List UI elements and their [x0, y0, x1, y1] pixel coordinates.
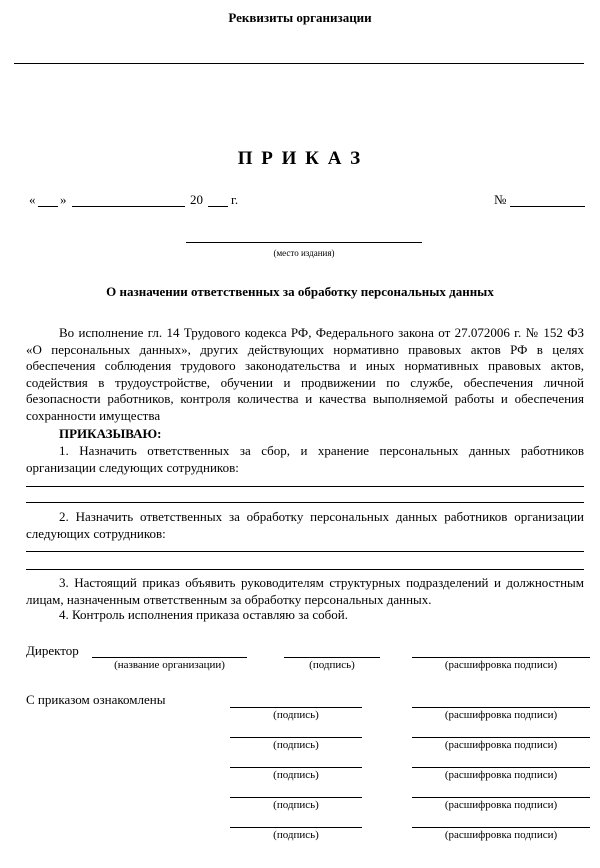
ack-decoding-caption-2: (расшифровка подписи)	[444, 739, 558, 751]
place-caption: (место издания)	[273, 248, 335, 258]
director-label: Директор	[26, 643, 79, 658]
item-2: 2. Назначить ответственных за обработку персональных данных работников организации следующих сотрудников:	[26, 509, 584, 541]
order-subject: О назначении ответственных за обработку персональных данных	[106, 284, 494, 299]
item-2-line-1[interactable]	[26, 551, 584, 552]
director-org-line[interactable]	[92, 657, 247, 658]
ack-signature-line-5[interactable]	[230, 827, 362, 828]
ack-decoding-line-4[interactable]	[412, 797, 590, 798]
month-line[interactable]	[72, 206, 185, 207]
ack-signature-caption-3: (подпись)	[273, 769, 319, 781]
org-requisites-heading: Реквизиты организации	[228, 10, 372, 25]
ack-signature-caption-5: (подпись)	[273, 829, 319, 841]
preamble-paragraph: Во исполнение гл. 14 Трудового кодекса РФ, Федерального закона от 27.072006 г. № 152 ФЗ «О персональных данных», других действующих нормативно правовых актов РФ в целях обеспечения соблюдения трудового законодательства и иных нормативных правовых актов, содействия в трудоустройстве, обучении и продвижении по службе, обеспечения личной безопасности работников, контроля количества и качества выполняемой работы и обеспечения сохранности имущества	[26, 325, 584, 423]
ack-decoding-caption-5: (расшифровка подписи)	[444, 829, 558, 841]
item-2-line-2[interactable]	[26, 569, 584, 570]
director-decoding-caption: (расшифровка подписи)	[444, 659, 558, 671]
director-signature-caption: (подпись)	[309, 659, 355, 671]
ack-decoding-caption-1: (расшифровка подписи)	[444, 709, 558, 721]
ack-signature-caption-4: (подпись)	[273, 799, 319, 811]
org-name-caption: (название организации)	[114, 659, 225, 671]
ack-decoding-caption-4: (расшифровка подписи)	[444, 799, 558, 811]
ack-signature-line-1[interactable]	[230, 707, 362, 708]
item-1: 1. Назначить ответственных за сбор, и хранение персональных данных работников организации следующих сотрудников:	[26, 443, 584, 475]
item-4: 4. Контроль исполнения приказа оставляю за собой.	[59, 607, 348, 622]
ack-signature-line-3[interactable]	[230, 767, 362, 768]
number-line[interactable]	[510, 206, 585, 207]
year-suffix: г.	[231, 192, 239, 207]
requisites-line	[14, 63, 584, 64]
ack-signature-caption-1: (подпись)	[273, 709, 319, 721]
ack-signature-caption-2: (подпись)	[273, 739, 319, 751]
date-open-quote: «	[29, 192, 36, 207]
ack-signature-line-4[interactable]	[230, 797, 362, 798]
item-1-line-2[interactable]	[26, 502, 584, 503]
number-label: №	[494, 192, 507, 207]
ack-decoding-line-5[interactable]	[412, 827, 590, 828]
ack-decoding-line-3[interactable]	[412, 767, 590, 768]
place-line[interactable]	[186, 242, 422, 243]
year-prefix: 20	[190, 192, 203, 207]
order-title: П Р И К А З	[237, 148, 363, 169]
acknowledged-label: С приказом ознакомлены	[26, 692, 166, 707]
date-close-quote: »	[60, 192, 67, 207]
order-word: ПРИКАЗЫВАЮ:	[59, 426, 162, 441]
ack-signature-line-2[interactable]	[230, 737, 362, 738]
ack-decoding-line-1[interactable]	[412, 707, 590, 708]
year-line[interactable]	[208, 206, 228, 207]
day-line[interactable]	[38, 206, 58, 207]
director-decoding-line[interactable]	[412, 657, 590, 658]
item-1-line-1[interactable]	[26, 486, 584, 487]
ack-decoding-line-2[interactable]	[412, 737, 590, 738]
item-3: 3. Настоящий приказ объявить руководителям структурных подразделений и должностным лицам, назначенным ответственным за обработку персональных данных.	[26, 575, 584, 607]
ack-decoding-caption-3: (расшифровка подписи)	[444, 769, 558, 781]
director-signature-line[interactable]	[284, 657, 380, 658]
